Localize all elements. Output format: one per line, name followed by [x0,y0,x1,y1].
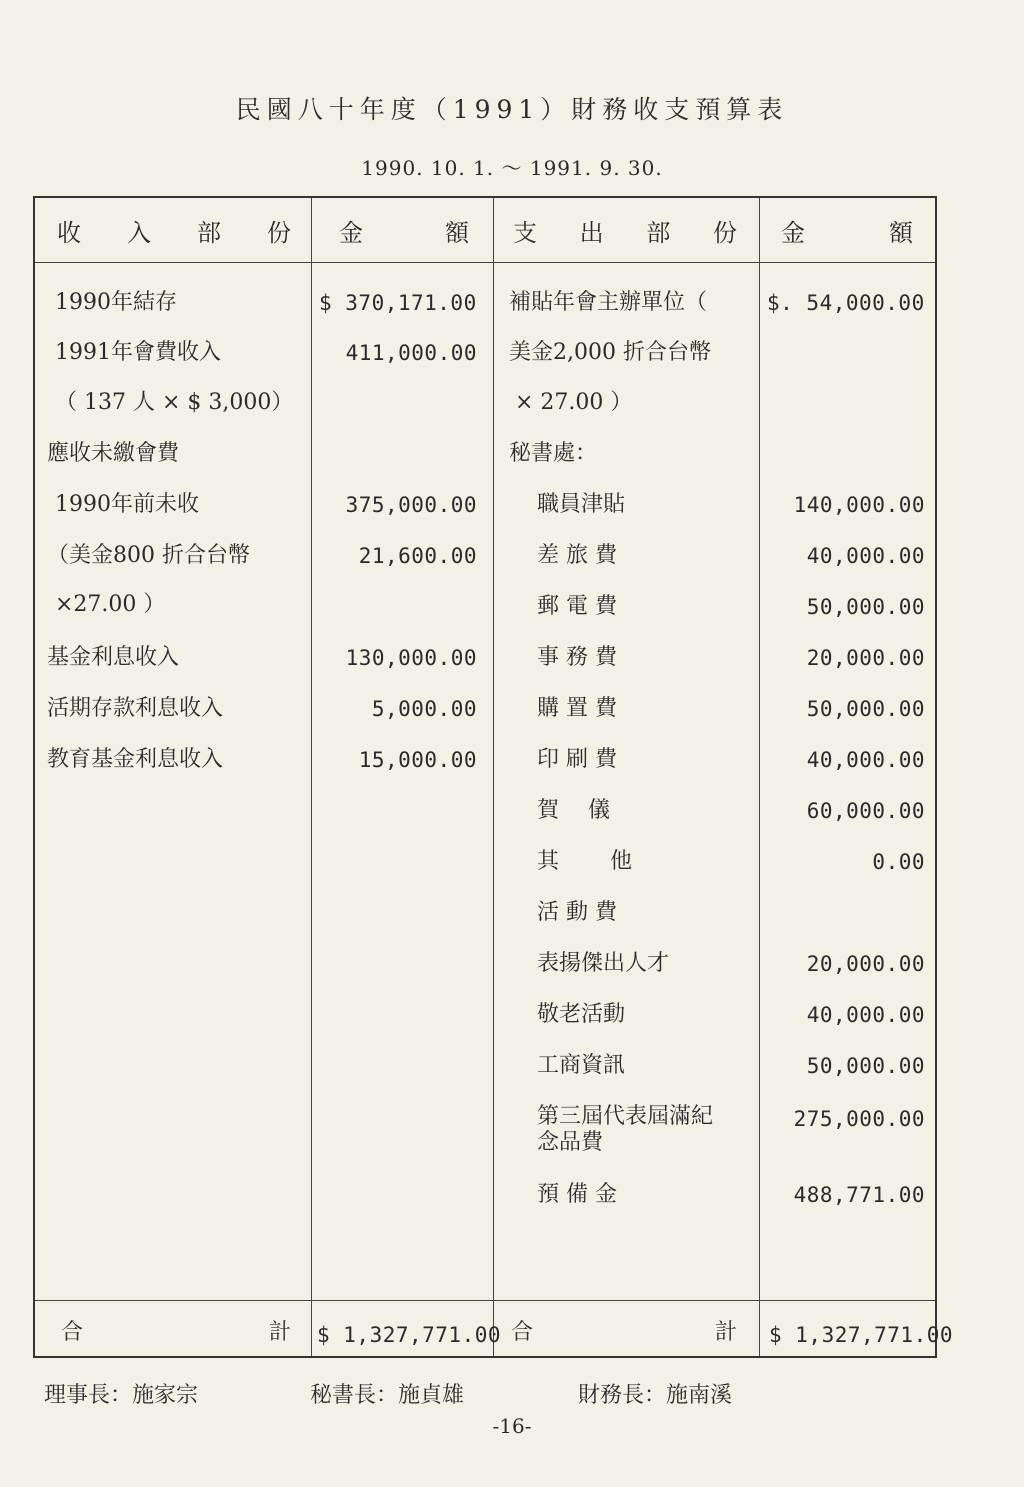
expense-total-amount: $ 1,327,771.00 [769,1323,954,1347]
income-amount: $ 370,171.00 [319,291,477,315]
expense-amount: 60,000.00 [806,799,925,823]
total-divider [35,1300,935,1301]
income-label: （美金800 折合台幣 [47,543,250,568]
expense-label: 第三屆代表屆滿紀 [537,1104,714,1129]
income-amount: 5,000.00 [371,697,477,721]
document-title: 民國八十年度（1991）財務收支預算表 [235,95,789,124]
header-income-part [57,198,291,262]
header-expense-amount [781,198,913,262]
expense-amount: 50,000.00 [806,595,925,619]
expense-label: 美金2,000 折合台幣 [509,340,711,365]
income-label: 1990年前未收 [55,492,199,517]
expense-label: 郵 電 費 [537,594,617,619]
expense-amount: 20,000.00 [806,646,925,670]
expense-amount: $. 54,000.00 [767,291,925,315]
signature-secretary: 秘書長：施貞雄 [310,1383,465,1408]
expense-total-label-b: 計 [715,1320,738,1345]
expense-amount: 275,000.00 [793,1107,925,1131]
income-total-label-a: 合 [61,1320,84,1345]
column-divider [759,198,760,1356]
column-divider [311,198,312,1356]
expense-label: 工商資訊 [537,1053,626,1078]
header-char: 額 [445,218,469,247]
header-char: 收 [57,218,81,247]
income-label: 應收未繳會費 [47,441,180,466]
income-amount: 21,600.00 [358,544,477,568]
expense-label: 秘書處： [509,441,598,466]
income-label: 1990年結存 [55,290,177,315]
expense-label: 事 務 費 [537,645,617,670]
income-label: 1991年會費收入 [55,340,221,365]
expense-amount: 40,000.00 [806,748,925,772]
income-amount: 411,000.00 [345,341,477,365]
income-amount: 375,000.00 [345,493,477,517]
expense-total-label-a: 合 [511,1320,534,1345]
header-char: 金 [781,218,805,247]
header-char: 支 [513,218,537,247]
expense-amount: 0.00 [872,850,925,874]
expense-label: × 27.00 ） [515,390,633,415]
income-label: （ 137 人 × $ 3,000） [55,390,294,415]
expense-label: 活 動 費 [537,900,617,925]
expense-label: 預 備 金 [537,1182,617,1207]
fiscal-period: 1990. 10. 1. ～ 1991. 9. 30. [361,156,663,180]
header-char: 部 [646,218,671,247]
header-expense-part [513,198,737,262]
header-income-amount [339,198,469,262]
expense-label: 補貼年會主辦單位（ [509,290,708,315]
income-label: ×27.00 ） [55,592,166,617]
expense-amount: 140,000.00 [793,493,925,517]
header-divider [35,262,935,263]
signature-treasurer: 財務長：施南溪 [578,1383,733,1408]
income-label: 教育基金利息收入 [47,747,224,772]
income-total-label-b: 計 [269,1320,292,1345]
header-char: 出 [579,218,604,247]
expense-label: 購 置 費 [537,696,617,721]
income-amount: 15,000.00 [358,748,477,772]
expense-label: 差 旅 費 [537,543,617,568]
income-label: 活期存款利息收入 [47,696,224,721]
signature-chairman: 理事長：施家宗 [44,1383,199,1408]
expense-label: 印 刷 費 [537,747,617,772]
expense-label: 其 他 [537,849,632,874]
page-number: -16- [492,1414,532,1438]
expense-amount: 40,000.00 [806,544,925,568]
expense-label: 表揚傑出人才 [537,951,670,976]
expense-label: 念品費 [537,1130,604,1155]
header-char: 份 [267,218,291,247]
expense-amount: 20,000.00 [806,952,925,976]
column-divider [493,198,494,1356]
expense-amount: 50,000.00 [806,1054,925,1078]
income-label: 基金利息收入 [47,645,180,670]
income-total-amount: $ 1,327,771.00 [317,1323,502,1347]
expense-label: 職員津貼 [537,492,626,517]
expense-amount: 40,000.00 [806,1003,925,1027]
header-char: 入 [127,218,151,247]
header-char: 金 [339,218,363,247]
expense-label: 賀 儀 [537,798,610,823]
budget-table [33,196,954,1358]
income-amount: 130,000.00 [345,646,477,670]
expense-label: 敬老活動 [537,1002,626,1027]
expense-amount: 50,000.00 [806,697,925,721]
header-char: 份 [712,218,737,247]
header-char: 額 [889,218,913,247]
header-char: 部 [197,218,221,247]
expense-amount: 488,771.00 [793,1183,925,1207]
